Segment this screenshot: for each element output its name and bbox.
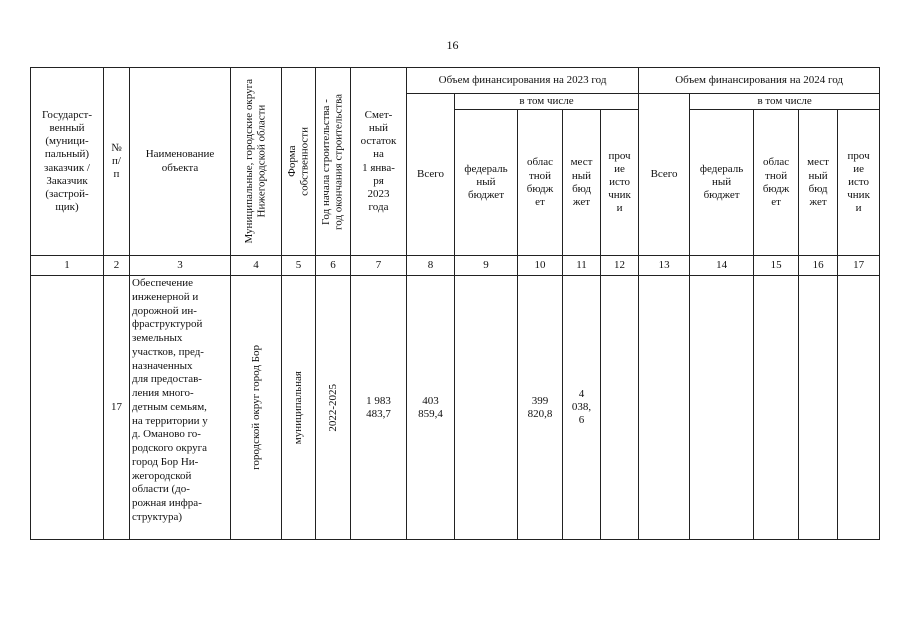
page-number: 16 xyxy=(446,38,459,52)
row-customer xyxy=(31,276,104,540)
column-number: 12 xyxy=(601,256,639,276)
header-ownership-cell xyxy=(282,68,316,256)
column-number: 14 xyxy=(690,256,754,276)
investment-table xyxy=(30,67,880,540)
header-municipality-cell xyxy=(231,68,282,256)
row-estimate: 1 983 483,7 xyxy=(351,276,407,540)
header-municipality: Муниципальные, городские округа Нижегородской области xyxy=(243,79,268,244)
column-number: 17 xyxy=(838,256,880,276)
header-regional-2023: облас тной бюдж ет xyxy=(518,110,563,256)
header-estimate: Смет- ный остаток на 1 янва- ря 2023 года xyxy=(351,68,407,256)
row-municipality: городской округ город Бор xyxy=(249,345,262,471)
header-customer: Государст- венный (муници- пальный) заказчик / Заказчик (застрой- щик) xyxy=(31,68,104,256)
row-municipality-cell xyxy=(231,276,282,540)
row-ownership-cell xyxy=(282,276,316,540)
table-row xyxy=(31,276,880,540)
column-number: 2 xyxy=(104,256,130,276)
column-number: 10 xyxy=(518,256,563,276)
header-other-2023: проч ие исто чник и xyxy=(601,110,639,256)
column-number: 13 xyxy=(639,256,690,276)
row-object-name: Обеспечение инженерной и дорожной ин- фраструктурой земельных участков, пред- назначенных для предостав- ления много- детным семьям, на территории у д. Оманово го- родского округа город Бор Ни- жегородской области (до- рожная инфра- структура) xyxy=(130,276,231,540)
column-number: 5 xyxy=(282,256,316,276)
column-number: 16 xyxy=(799,256,838,276)
row-federal-2023 xyxy=(455,276,518,540)
row-regional-2024 xyxy=(754,276,799,540)
row-ownership: муниципальная xyxy=(292,371,305,445)
row-other-2023 xyxy=(601,276,639,540)
header-federal-2024: федераль ный бюджет xyxy=(690,110,754,256)
column-number: 7 xyxy=(351,256,407,276)
row-years-cell xyxy=(316,276,351,540)
header-years-cell xyxy=(316,68,351,256)
column-number: 11 xyxy=(563,256,601,276)
column-number: 3 xyxy=(130,256,231,276)
header-object-name: Наименование объекта xyxy=(130,68,231,256)
row-other-2024 xyxy=(838,276,880,540)
header-funding-2024: Объем финансирования на 2024 год xyxy=(639,68,880,94)
column-number: 15 xyxy=(754,256,799,276)
column-number: 1 xyxy=(31,256,104,276)
header-local-2023: мест ный бюд жет xyxy=(563,110,601,256)
row-years: 2022-2025 xyxy=(326,383,339,432)
header-total-2024: Всего xyxy=(639,94,690,256)
header-including-2024: в том числе xyxy=(690,94,880,110)
row-regional-2023: 399 820,8 xyxy=(518,276,563,540)
header-ownership: Форма собственности xyxy=(285,127,311,196)
header-regional-2024: облас тной бюдж ет xyxy=(754,110,799,256)
row-local-2023: 4 038, 6 xyxy=(563,276,601,540)
row-number: 17 xyxy=(104,276,130,540)
row-federal-2024 xyxy=(690,276,754,540)
header-total-2023: Всего xyxy=(407,94,455,256)
column-number-row xyxy=(31,256,880,276)
header-including-2023: в том числе xyxy=(455,94,639,110)
column-number: 8 xyxy=(407,256,455,276)
row-local-2024 xyxy=(799,276,838,540)
column-number: 9 xyxy=(455,256,518,276)
row-total-2024 xyxy=(639,276,690,540)
header-other-2024: проч ие исто чник и xyxy=(838,110,880,256)
column-number: 6 xyxy=(316,256,351,276)
column-number: 4 xyxy=(231,256,282,276)
header-federal-2023: федераль ный бюджет xyxy=(455,110,518,256)
header-local-2024: мест ный бюд жет xyxy=(799,110,838,256)
header-number: № п/ п xyxy=(104,68,130,256)
header-years: Год начала строительства - год окончания строительства xyxy=(320,93,345,230)
header-funding-2023: Объем финансирования на 2023 год xyxy=(407,68,639,94)
row-total-2023: 403 859,4 xyxy=(407,276,455,540)
